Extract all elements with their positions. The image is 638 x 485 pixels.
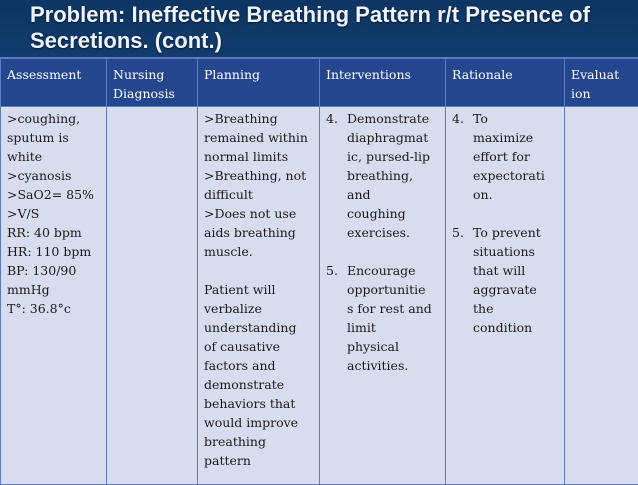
intervention-item-line: and — [347, 185, 430, 204]
rationale-item-line: To prevent — [473, 223, 541, 242]
assessment-line: BP: 130/90 — [7, 261, 100, 280]
intervention-item-line: opportunitie — [347, 280, 432, 299]
title-line-2: Secretions. (cont.) — [30, 28, 630, 54]
planning-line: verbalize — [204, 299, 313, 318]
header-evaluation: Evaluat ion — [565, 59, 638, 107]
table-row — [1, 107, 638, 485]
intervention-item-line: Demonstrate — [347, 109, 430, 128]
assessment-line: >coughing, — [7, 109, 100, 128]
assessment-line: T°: 36.8°c — [7, 299, 100, 318]
cell-evaluation — [565, 107, 638, 485]
intervention-item-line: ic, pursed-lip — [347, 147, 430, 166]
rationale-item-line: expectorati — [473, 166, 545, 185]
assessment-line: >cyanosis — [7, 166, 100, 185]
intervention-item-line: coughing — [347, 204, 430, 223]
assessment-line: white — [7, 147, 100, 166]
assessment-line: >SaO2= 85% — [7, 185, 100, 204]
rationale-item-line: aggravate — [473, 280, 541, 299]
assessment-line: HR: 110 bpm — [7, 242, 100, 261]
planning-line: understanding — [204, 318, 313, 337]
rationale-item-number: 4. — [452, 109, 473, 204]
planning-line: pattern — [204, 451, 313, 470]
intervention-item-line: diaphragmat — [347, 128, 430, 147]
intervention-item-line: s for rest and — [347, 299, 432, 318]
rationale-item — [452, 223, 558, 337]
planning-line: breathing — [204, 432, 313, 451]
planning-line: >Breathing, not — [204, 166, 313, 185]
intervention-item-line: limit — [347, 318, 432, 337]
header-interventions: Interventions — [320, 59, 446, 107]
planning-line: behaviors that — [204, 394, 313, 413]
rationale-item-line: effort for — [473, 147, 545, 166]
header-assessment: Assessment — [1, 59, 107, 107]
intervention-item-line: Encourage — [347, 261, 432, 280]
intervention-item-number: 4. — [326, 109, 347, 242]
planning-line: of causative — [204, 337, 313, 356]
assessment-line: mmHg — [7, 280, 100, 299]
planning-line: aids breathing — [204, 223, 313, 242]
header-rationale: Rationale — [446, 59, 565, 107]
planning-line: >Breathing — [204, 109, 313, 128]
header-planning: Planning — [198, 59, 320, 107]
rationale-item-line: that will — [473, 261, 541, 280]
care-plan-table-container — [0, 57, 638, 480]
slide-title — [30, 2, 630, 54]
planning-line: demonstrate — [204, 375, 313, 394]
intervention-item — [326, 261, 439, 375]
planning-line: factors and — [204, 356, 313, 375]
assessment-line: sputum is — [7, 128, 100, 147]
intervention-item-line: activities. — [347, 356, 432, 375]
rationale-item-line: maximize — [473, 128, 545, 147]
intervention-item-number: 5. — [326, 261, 347, 375]
rationale-item-line: situations — [473, 242, 541, 261]
rationale-item-line: the — [473, 299, 541, 318]
rationale-item-line: To — [473, 109, 545, 128]
cell-assessment — [1, 107, 107, 485]
planning-line: remained within — [204, 128, 313, 147]
intervention-item-line: exercises. — [347, 223, 430, 242]
cell-rationale — [446, 107, 565, 485]
title-line-1: Problem: Ineffective Breathing Pattern r/t Presence of — [30, 2, 630, 28]
rationale-item-line: on. — [473, 185, 545, 204]
planning-line: Patient will — [204, 280, 313, 299]
rationale-item-line: condition — [473, 318, 541, 337]
intervention-item-line: physical — [347, 337, 432, 356]
intervention-item-line: breathing, — [347, 166, 430, 185]
planning-line: >Does not use — [204, 204, 313, 223]
intervention-item — [326, 109, 439, 242]
planning-line: difficult — [204, 185, 313, 204]
assessment-line: >V/S — [7, 204, 100, 223]
rationale-item-number: 5. — [452, 223, 473, 337]
header-row — [1, 59, 638, 107]
assessment-line: RR: 40 bpm — [7, 223, 100, 242]
cell-nursing-diagnosis — [107, 107, 198, 485]
care-plan-table — [0, 58, 638, 485]
planning-line: normal limits — [204, 147, 313, 166]
planning-line: muscle. — [204, 242, 313, 261]
planning-line: would improve — [204, 413, 313, 432]
rationale-item — [452, 109, 558, 204]
header-nursing-diagnosis: Nursing Diagnosis — [107, 59, 198, 107]
cell-interventions — [320, 107, 446, 485]
cell-planning — [198, 107, 320, 485]
